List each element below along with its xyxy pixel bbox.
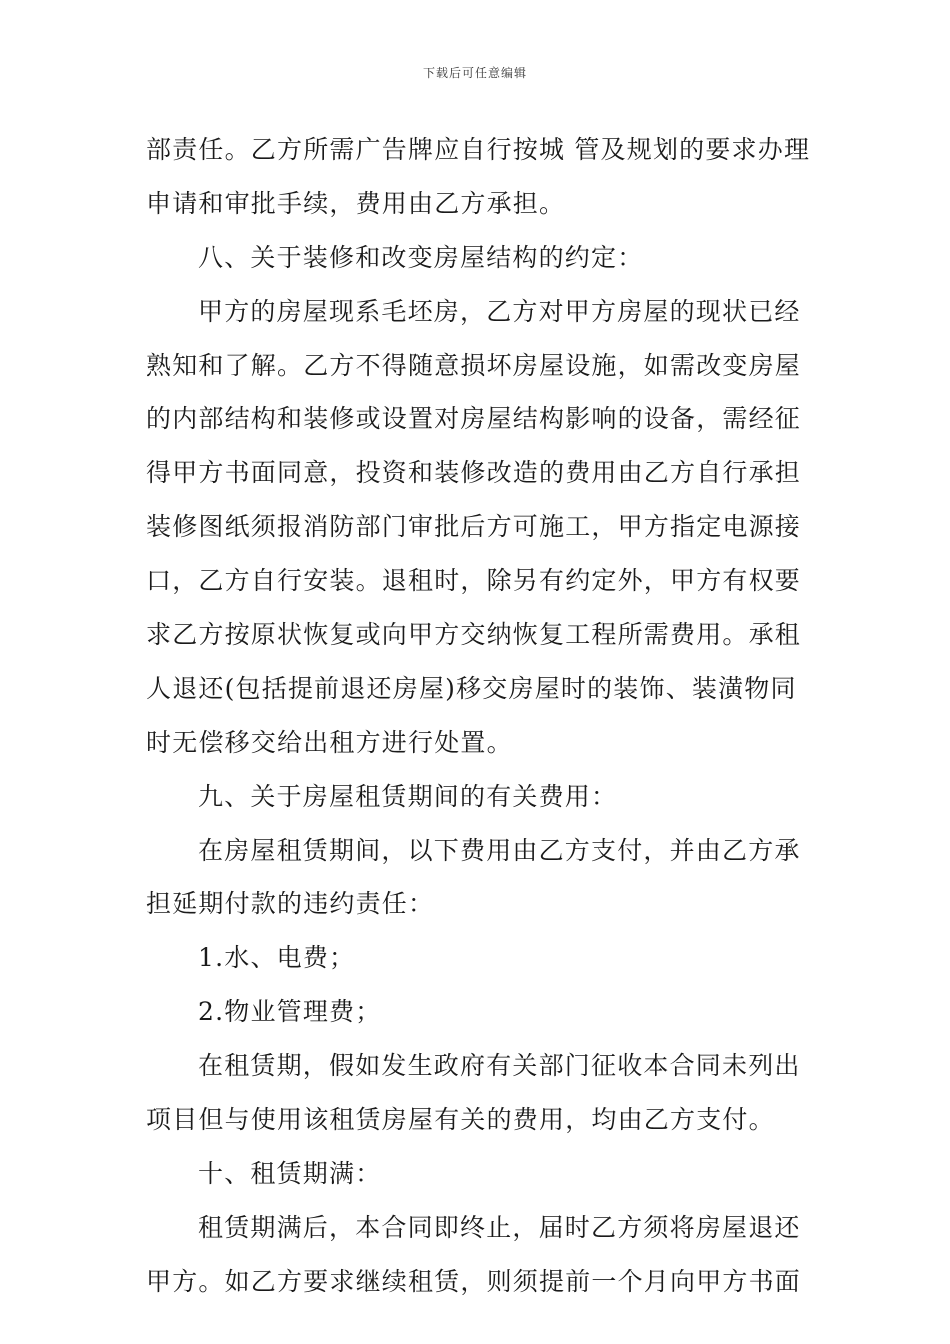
text-line: 九、关于房屋租赁期间的有关费用： (198, 781, 618, 811)
text-line: 担延期付款的违约责任： (146, 889, 435, 919)
text-line: 的内部结构和装修或设置对房屋结构影响的设备，需经征 (146, 404, 802, 434)
text-line: 装修图纸须报消防部门审批后方可施工，甲方指定电源接 (146, 512, 802, 542)
text-line: 口，乙方自行安装。退租时，除另有约定外，甲方有权要 (146, 566, 802, 596)
text-line: 十、租赁期满： (198, 1158, 382, 1188)
text-line: 甲方。如乙方要求继续租赁，则须提前一个月向甲方书面 (146, 1266, 802, 1296)
page-header: 下载后可任意编辑 (422, 66, 527, 80)
text-line: 得甲方书面同意，投资和装修改造的费用由乙方自行承担 (146, 458, 802, 488)
text-line: 申请和审批手续，费用由乙方承担。 (146, 188, 566, 218)
text-line: 熟知和了解。乙方不得随意损坏房屋设施，如需改变房屋 (146, 350, 802, 380)
text-line: 甲方的房屋现系毛坯房，乙方对甲方房屋的现状已经 (198, 296, 801, 326)
text-line: 1.水、电费； (198, 943, 356, 973)
document-body (146, 123, 814, 1309)
text-line: 项目但与使用该租赁房屋有关的费用，均由乙方支付。 (146, 1105, 775, 1135)
text-line: 人退还(包括提前退还房屋)移交房屋时的装饰、装潢物同 (146, 673, 797, 703)
text-line: 八、关于装修和改变房屋结构的约定： (198, 242, 644, 272)
text-line: 在租赁期，假如发生政府有关部门征收本合同未列出 (198, 1051, 801, 1081)
text-line: 时无偿移交给出租方进行处置。 (146, 727, 513, 757)
text-line: 2.物业管理费； (198, 997, 382, 1027)
text-line: 租赁期满后，本合同即终止，届时乙方须将房屋退还 (198, 1212, 801, 1242)
text-line: 部责任。乙方所需广告牌应自行按城 管及规划的要求办理 (146, 135, 811, 164)
text-line: 在房屋租赁期间，以下费用由乙方支付，并由乙方承 (198, 835, 801, 865)
text-line: 求乙方按原状恢复或向甲方交纳恢复工程所需费用。承租 (146, 620, 802, 650)
